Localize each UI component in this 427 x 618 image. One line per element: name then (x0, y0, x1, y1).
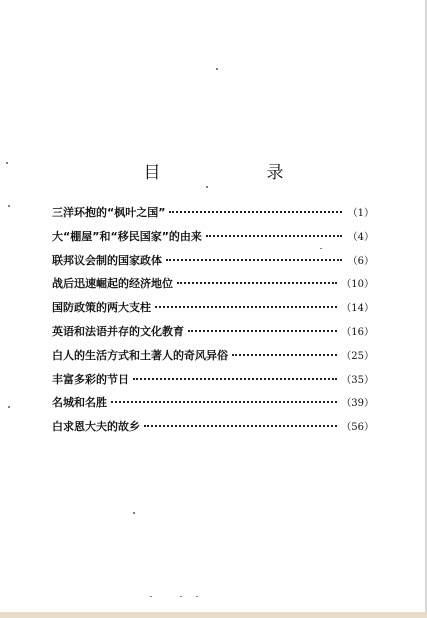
toc-entry-page: （4） (347, 231, 374, 243)
toc-entry-page: （1） (347, 208, 374, 219)
scan-speck (180, 596, 182, 597)
dot-leader (206, 234, 342, 237)
toc-entry-title: 名城和名胜 (52, 396, 107, 410)
toc-entry (52, 418, 374, 442)
toc-entry (52, 252, 374, 276)
toc-entry (52, 275, 374, 299)
dot-leader (166, 258, 342, 261)
dot-leader (177, 281, 337, 284)
toc-entry-page: （16） (341, 326, 374, 338)
scan-speck (216, 68, 218, 70)
scan-speck (196, 596, 198, 597)
dot-leader (155, 305, 337, 308)
toc-entry (52, 347, 374, 371)
toc-entry-title: 大“棚屋”和“移民国家”的由来 (52, 229, 202, 243)
dot-leader (111, 400, 337, 403)
toc-entry-page: （6） (347, 255, 374, 267)
toc-entry (52, 394, 374, 418)
toc-entry-page: （39） (341, 398, 374, 410)
toc-entry-page: （14） (341, 303, 374, 315)
toc-entry (52, 323, 374, 347)
dot-leader (133, 377, 337, 380)
scan-bottom-edge (0, 612, 427, 618)
dot-leader (188, 329, 337, 332)
dot-leader (232, 353, 337, 356)
toc-entry-page: （35） (341, 374, 374, 386)
toc-entry-title: 三洋环抱的“枫叶之国” (52, 206, 166, 219)
toc-entry (52, 299, 374, 323)
dot-leader (144, 424, 337, 427)
scan-speck (206, 186, 208, 188)
toc-entry-title: 白求恩大夫的故乡 (52, 420, 140, 434)
toc-entry-page: （56） (341, 422, 374, 434)
toc-entry-page: （25） (341, 350, 374, 362)
toc-entry (52, 228, 374, 252)
table-of-contents (52, 204, 374, 442)
toc-entry-title: 国防政策的两大支柱 (52, 301, 151, 315)
toc-entry-title: 白人的生活方式和土著人的奇风异俗 (52, 348, 228, 362)
toc-entry-page: （10） (341, 279, 374, 291)
dot-leader (169, 210, 342, 213)
toc-entry (52, 204, 374, 228)
toc-entry-title: 战后迅速崛起的经济地位 (52, 277, 173, 291)
scan-speck (8, 205, 10, 207)
page-title: 目 录 (143, 163, 308, 183)
scan-speck (8, 406, 10, 408)
scan-speck (150, 596, 152, 597)
toc-entry (52, 371, 374, 395)
toc-entry-title: 英语和法语并存的文化教育 (52, 324, 184, 338)
toc-entry-title: 丰富多彩的节日 (52, 372, 129, 386)
toc-entry-title: 联邦议会制的国家政体 (52, 253, 162, 267)
scan-speck (133, 512, 135, 514)
